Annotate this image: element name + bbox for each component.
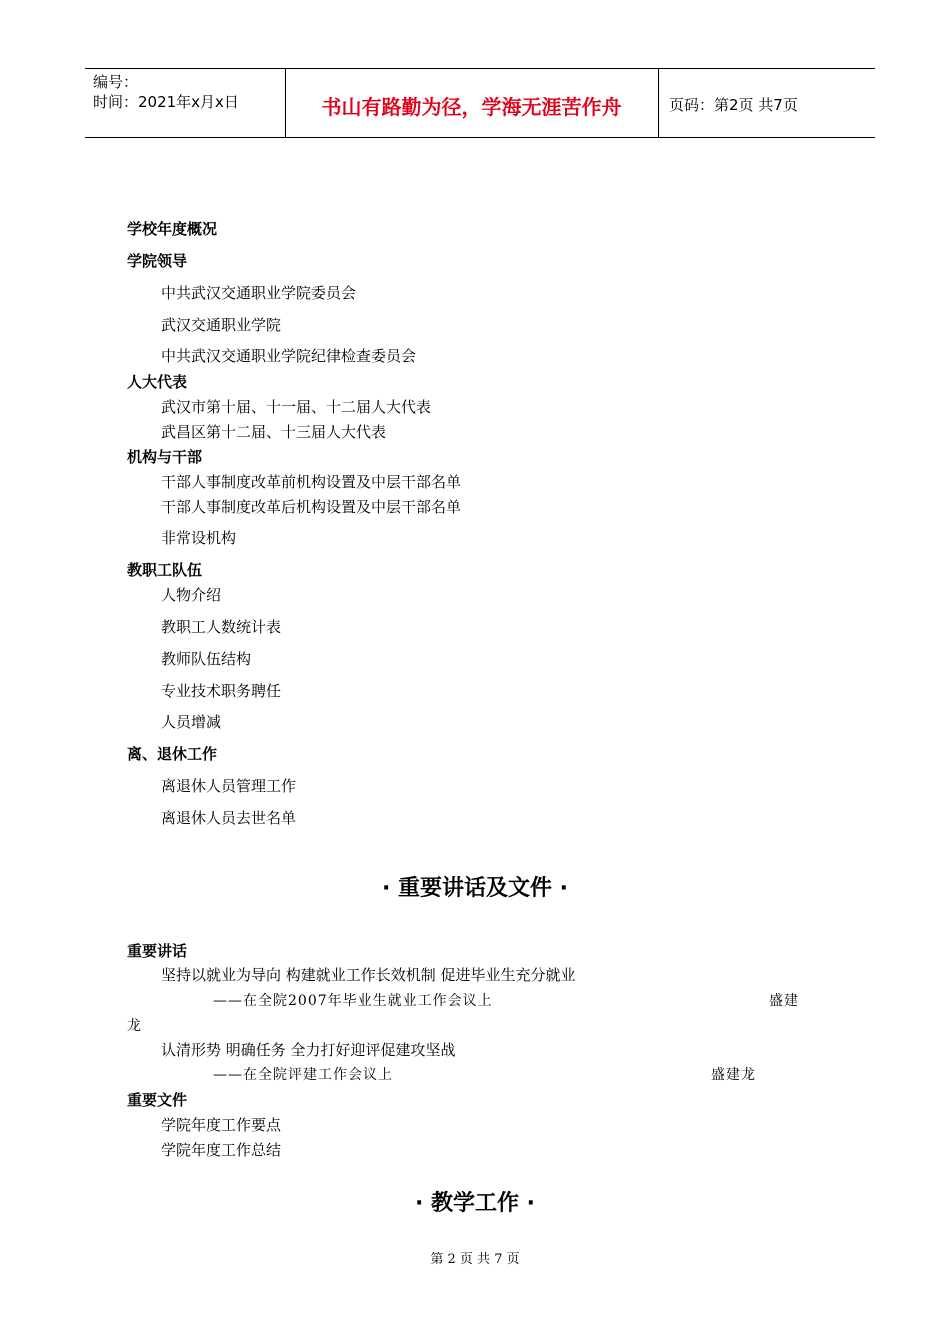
heading-leadership: 学院领导 bbox=[127, 252, 188, 270]
speech-author: 盛建 bbox=[769, 993, 799, 1009]
heading-documents: 重要文件 bbox=[127, 1091, 188, 1109]
list-item: 教职工人数统计表 bbox=[161, 618, 282, 636]
page-label: 页码：第2页 共7页 bbox=[669, 96, 798, 114]
list-item: 武昌区第十二届、十三届人大代表 bbox=[161, 423, 387, 441]
heading-npc: 人大代表 bbox=[127, 373, 188, 391]
heading-speeches: 重要讲话 bbox=[127, 942, 188, 960]
number-label: 编号： bbox=[93, 73, 139, 91]
list-item: 人员增减 bbox=[161, 713, 222, 731]
speech-subtitle: ——在全院评建工作会议上 bbox=[213, 1067, 393, 1083]
list-item: 干部人事制度改革前机构设置及中层干部名单 bbox=[161, 473, 462, 491]
heading-school-overview: 学校年度概况 bbox=[127, 220, 218, 238]
page-footer: 第 2 页 共 7 页 bbox=[430, 1252, 520, 1267]
time-label: 时间：2021年x月x日 bbox=[93, 93, 239, 111]
speech-author-wrap: 龙 bbox=[127, 1018, 142, 1034]
list-item: 人物介绍 bbox=[161, 586, 222, 604]
list-item: 干部人事制度改革后机构设置及中层干部名单 bbox=[161, 498, 462, 516]
speech-author: 盛建龙 bbox=[711, 1067, 756, 1083]
list-item: 中共武汉交通职业学院纪律检查委员会 bbox=[161, 347, 417, 365]
heading-staff: 教职工队伍 bbox=[127, 561, 203, 579]
header-info-cell bbox=[85, 69, 286, 137]
speech-title: 坚持以就业为导向 构建就业工作长效机制 促进毕业生充分就业 bbox=[161, 966, 576, 984]
speeches-section-title: · 重要讲话及文件 · bbox=[381, 876, 569, 901]
list-item: 武汉交通职业学院 bbox=[161, 316, 282, 334]
speech-subtitle: ——在全院2007年毕业生就业工作会议上 bbox=[213, 993, 493, 1009]
teaching-section-title: · 教学工作 · bbox=[414, 1191, 536, 1216]
list-item: 学院年度工作总结 bbox=[161, 1141, 282, 1159]
list-item: 中共武汉交通职业学院委员会 bbox=[161, 284, 357, 302]
header-motto-cell bbox=[285, 69, 659, 137]
list-item: 学院年度工作要点 bbox=[161, 1116, 282, 1134]
list-item: 非常设机构 bbox=[161, 529, 237, 547]
list-item: 离退休人员管理工作 bbox=[161, 777, 297, 795]
heading-retire: 离、退休工作 bbox=[127, 745, 218, 763]
header-table bbox=[85, 68, 875, 138]
list-item: 专业技术职务聘任 bbox=[161, 682, 282, 700]
heading-org: 机构与干部 bbox=[127, 448, 203, 466]
header-page-cell bbox=[659, 69, 875, 137]
motto-text: 书山有路勤为径，学海无涯苦作舟 bbox=[321, 95, 622, 119]
list-item: 教师队伍结构 bbox=[161, 650, 252, 668]
list-item: 离退休人员去世名单 bbox=[161, 809, 297, 827]
list-item: 武汉市第十届、十一届、十二届人大代表 bbox=[161, 398, 432, 416]
speech-title: 认清形势 明确任务 全力打好迎评促建攻坚战 bbox=[161, 1041, 456, 1059]
